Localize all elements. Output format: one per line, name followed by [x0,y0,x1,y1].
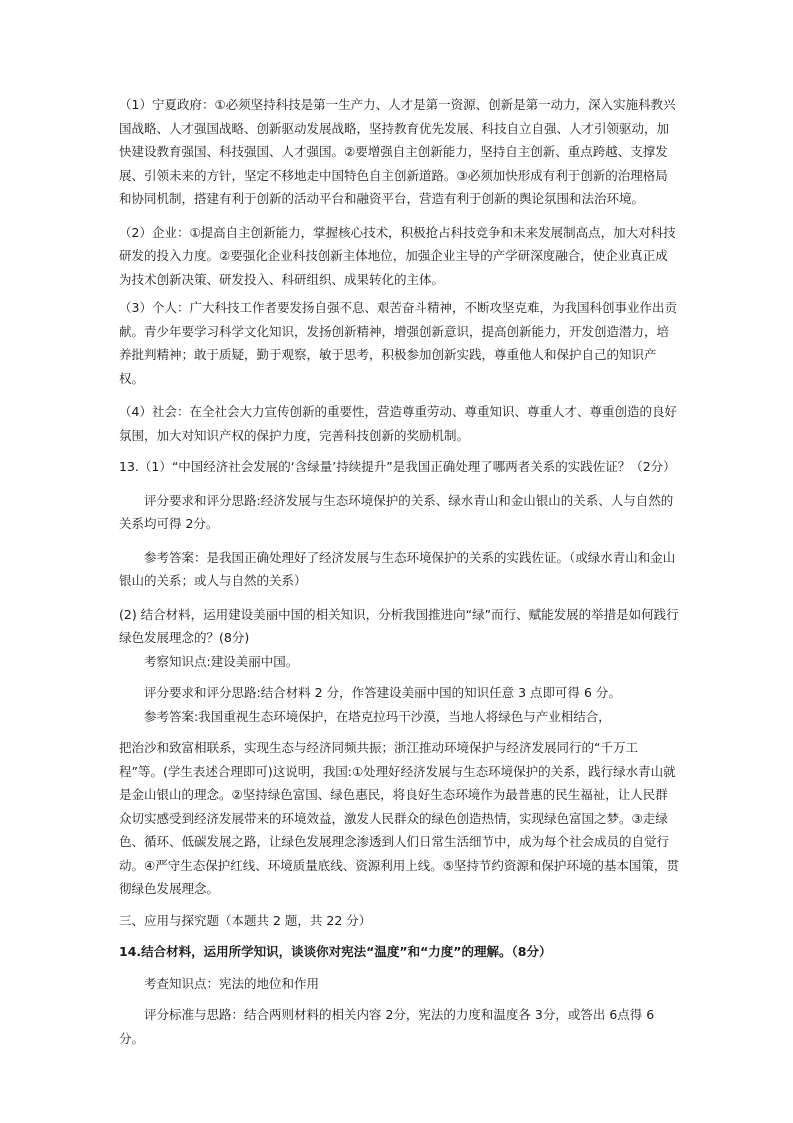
question-13-2: (2) 结合材料，运用建设美丽中国的相关知识，分析我国推进向“绿”而行、赋能发展的举措是如何践行绿色发展理念的？(8分) [119,606,679,645]
answer-individual: （3）个人：广大科技工作者要发扬自强不息、艰苦奋斗精神，不断攻坚克难，为我国科创事业作出贡献。青少年要学习科学文化知识，发扬创新精神，增强创新意识，提高创新能力，开发创造潜力，培养批判精神；敢于质疑，勤于观察，敏于思考，积极参加创新实践，尊重他人和保护自己的知识产权。 [119,300,677,386]
document-body [119,93,679,1050]
scoring-13-1: 评分要求和评分思路:经济发展与生态环境保护的关系、绿水青山和金山银山的关系、人与自然的关系均可得 2分。 [119,492,674,531]
scoring-13-2: 评分要求和评分思路:结合材料 2 分，作答建设美丽中国的知识任意 3 点即可得 6 分。 [144,685,621,700]
question-13-1: 13.（1）“中国经济社会发展的‘含绿量’持续提升”是我国正确处理了哪两者关系的实践佐证？（2分） [119,459,676,474]
reference-answer-13-1: 参考答案：是我国正确处理好了经济发展与生态环境保护的关系的实践佐证。（或绿水青山和金山银山的关系；或人与自然的关系） [119,549,676,588]
knowledge-point-13-2: 考察知识点:建设美丽中国。 [144,653,299,669]
section-heading-3: 三、应用与探究题（本题共 2 题，共 22 分） [119,912,372,928]
answer-government: （1）宁夏政府：①必须坚持科技是第一生产力、人才是第一资源、创新是第一动力，深入实施科教兴国战略、人才强国战略、创新驱动发展战略，坚持教育优先发展、科技自立自强、人才引领驱动，加快建设教育强国、科技强国、人才强国。②要增强自主创新能力，坚持自主创新、重点跨越、支撑发展、引领未来的方针，坚定不移地走中国特色自主创新道路。③必须加快形成有利于创新的治理格局和协同机制，搭建有利于创新的活动平台和融资平台，营造有利于创新的舆论氛围和法治环境。 [119,97,676,206]
reference-answer-13-2-intro: 参考答案:我国重视生态环境保护，在塔克拉玛干沙漠，当地人将绿色与产业相结合， [144,708,611,724]
reference-answer-13-2-body: 把治沙和致富相联系，实现生态与经济同频共振；浙江推动环境保护与经济发展同行的“千万工程”等。(学生表述合理即可)这说明，我国:①处理好经济发展与生态环境保护的关系，践行绿水青山就是金山银山的理念。②坚持绿色富国、绿色惠民，将良好生态环境作为最普惠的民生福祉，让人民群众切实感受到经济发展带来的环境效益，激发人民群众的绿色创造热情，实现绿色富国之梦。③走绿色、循环、低碳发展之路，让绿色发展理念渗透到人们日常生活细节中，成为每个社会成员的自觉行动。④严守生态保护红线、环境质量底线、资源利用上线。⑤坚持节约资源和保护环境的基本国策，贯彻绿色发展理念。 [119,740,679,896]
knowledge-point-14: 考查知识点：宪法的地位和作用 [144,975,320,991]
question-14: 14.结合材料，运用所学知识，谈谈你对宪法“温度”和“力度”的理解。（8分） [119,944,552,959]
answer-society: （4）社会：在全社会大力宣传创新的重要性，营造尊重劳动、尊重知识、尊重人才、尊重创造的良好氛围，加大对知识产权的保护力度，完善科技创新的奖励机制。 [119,404,677,443]
answer-enterprise: （2）企业：①提高自主创新能力，掌握核心技术，积极抢占科技竞争和未来发展制高点，加大对科技研发的投入力度。②要强化企业科技创新主体地位，加强企业主导的产学研深度融合，使企业真正成为技术创新决策、研发投入、科研组织、成果转化的主体。 [119,224,676,287]
scoring-14: 评分标准与思路：结合两则材料的相关内容 2分，宪法的力度和温度各 3分，或答出 6点得 6分。 [119,1007,655,1046]
